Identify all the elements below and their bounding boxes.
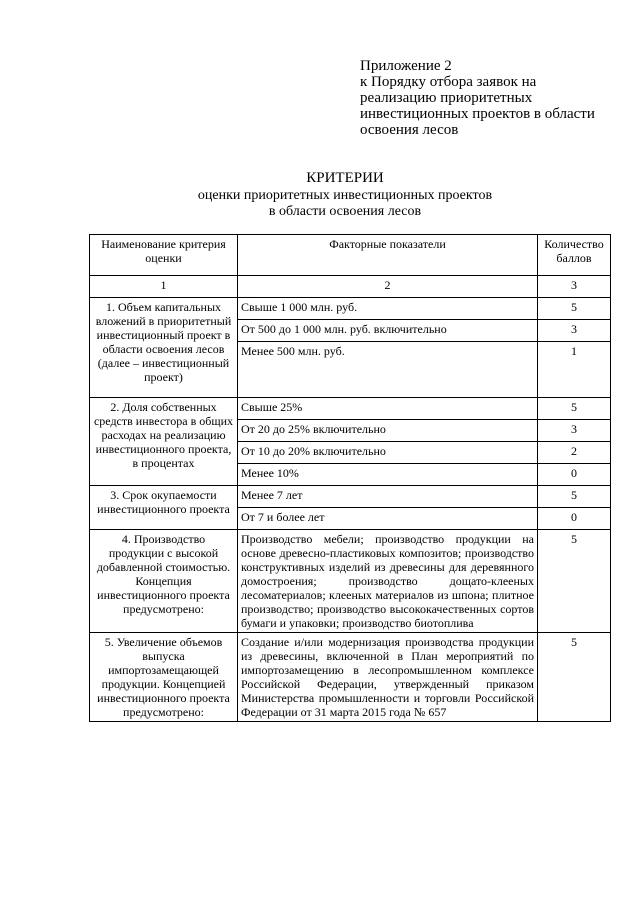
header-criterion: Наименование критерия оценки — [90, 235, 238, 276]
score-cell: 1 — [538, 342, 611, 398]
appendix-line: Приложение 2 — [360, 58, 452, 74]
criterion-name: 1. Объем капитальных вложений в приоритетный инвестиционный проект в области освоения лесов (далее – инвестиционный проект) — [90, 298, 238, 398]
factor-cell: Менее 500 млн. руб. — [238, 342, 538, 398]
factor-cell: Менее 7 лет — [238, 486, 538, 508]
factor-cell: От 500 до 1 000 млн. руб. включительно — [238, 320, 538, 342]
factor-cell: Производство мебели; производство продукции на основе древесно-пластиковых композитов; производство конструктивных изделий из древесины для деревянного домостроения; производство дощато-клееных лесоматериалов; клееных материалов из шпона; плитное производство; производство высококачественных сортов бумаги и упаковки; производство биотоплива — [238, 530, 538, 633]
table-header-row — [90, 235, 611, 276]
score-cell: 5 — [538, 633, 611, 722]
factor-cell: От 10 до 20% включительно — [238, 442, 538, 464]
subtitle-line: оценки приоритетных инвестиционных проектов — [197, 188, 493, 203]
subtitle-line: в области освоения лесов — [268, 204, 422, 219]
factor-cell: От 7 и более лет — [238, 508, 538, 530]
score-cell: 2 — [538, 442, 611, 464]
appendix-line: инвестиционных проектов в области — [360, 106, 595, 122]
table-row — [90, 486, 611, 508]
document-title: КРИТЕРИИ — [306, 170, 384, 186]
score-cell: 0 — [538, 508, 611, 530]
table-row — [90, 633, 611, 722]
appendix-line: к Порядку отбора заявок на — [360, 74, 537, 90]
appendix-line: реализацию приоритетных — [360, 90, 533, 106]
column-number: 3 — [538, 276, 611, 298]
table-numbering-row — [90, 276, 611, 298]
factor-cell: Свыше 1 000 млн. руб. — [238, 298, 538, 320]
table-row — [90, 530, 611, 633]
score-cell: 5 — [538, 298, 611, 320]
factor-cell: Менее 10% — [238, 464, 538, 486]
table-row — [90, 298, 611, 320]
score-cell: 5 — [538, 398, 611, 420]
column-number: 1 — [90, 276, 238, 298]
criteria-table — [89, 234, 611, 722]
table-row — [90, 398, 611, 420]
document-subtitle — [0, 188, 640, 220]
header-factors: Факторные показатели — [238, 235, 538, 276]
appendix-header — [360, 58, 595, 138]
header-score: Количество баллов — [538, 235, 611, 276]
score-cell: 3 — [538, 420, 611, 442]
appendix-line: освоения лесов — [360, 122, 459, 138]
factor-cell: Свыше 25% — [238, 398, 538, 420]
factor-cell: Создание и/или модернизация производства продукции из древесины, включенной в План мероприятий по импортозамещению в лесопромышленном комплексе Российской Федерации, утвержденный приказом Министерства промышленности и торговли Российской Федерации от 31 марта 2015 года № 657 — [238, 633, 538, 722]
score-cell: 0 — [538, 464, 611, 486]
score-cell: 3 — [538, 320, 611, 342]
criterion-name: 4. Производство продукции с высокой добавленной стоимостью. Концепция инвестиционного проекта предусмотрено: — [90, 530, 238, 633]
criterion-name: 2. Доля собственных средств инвестора в общих расходах на реализацию инвестиционного проекта, в процентах — [90, 398, 238, 486]
column-number: 2 — [238, 276, 538, 298]
criterion-name: 3. Срок окупаемости инвестиционного проекта — [90, 486, 238, 530]
score-cell: 5 — [538, 530, 611, 633]
criterion-name: 5. Увеличение объемов выпуска импортозамещающей продукции. Концепцией инвестиционного проекта предусмотрено: — [90, 633, 238, 722]
factor-cell: От 20 до 25% включительно — [238, 420, 538, 442]
score-cell: 5 — [538, 486, 611, 508]
